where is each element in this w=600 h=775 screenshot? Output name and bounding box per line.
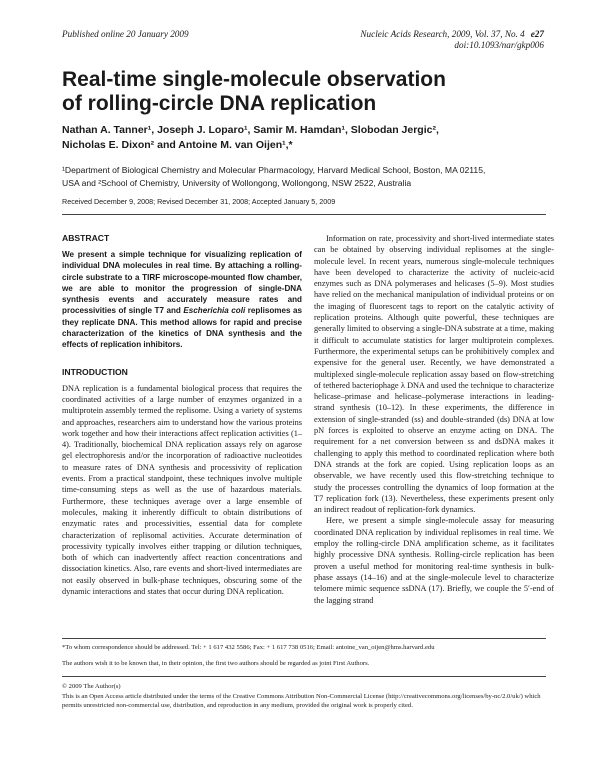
abstract-heading: ABSTRACT	[62, 233, 110, 243]
left-column	[62, 233, 302, 597]
abstract-text	[62, 249, 302, 351]
license-notice: This is an Open Access article distributed under the terms of the Creative Commons Attribution Non-Commercial License (http://creativecommons.org/licenses/by-nc/2.0/uk/) which permits unrestricted non-commercial use, distribution, and reproduction in any medium, provided the original work is properly cited.	[62, 693, 541, 710]
copyright-notice: © 2009 The Author(s)	[62, 683, 121, 690]
right-paragraph-1: Information on rate, processivity and short-lived intermediate states can be obtained by observing individual replisomes at the single-molecule level. In recent years, numerous single-molecule techniques have been developed to characterize the activity of nucleic-acid enzymes such as DNA polymerases and helicases (5–9). Most studies have relied on the mechanical manipulation of individual proteins or on the imaging of fluorescent tags to report on the catalytic activity of replication proteins. Although quite powerful, these techniques are generally limited to observing a single-DNA substrate at a time, making it difficult to accumulate statistics for larger multiprotein complexes. Furthermore, the experimental setups can be prohibitively complex and expensive for the general user. Recently, we have demonstrated a multiplexed single-molecule replication assay based on flow-stretching of tethered bacteriophage λ DNA and used the technique to characterize helicase–primase and helicase–polymerase interactions in leading-strand synthesis (10–12). In these experiments, the difference in extension of single-stranded (ss) and double-stranded (ds) DNA at low pN forces is exploited to observe an enzyme acting on DNA. The requirement for a net conversion between ss and dsDNA makes it challenging to apply this method to coordinated replication where both DNA strands at the fork are copied. Using replication loops as an observable, we have recently used this flow-stretching technique to study the processes controlling the dynamics of loop formation at the T7 replication fork (13). Nevertheless, these experiments present only an indirect readout of replication-fork dynamics.	[314, 234, 554, 515]
introduction-paragraph: DNA replication is a fundamental biological process that requires the coordinated activities of a large number of enzymes organized in a multiprotein assembly termed the replisome. Using a variety of systems and approaches, researchers aim to understand how the various proteins work together and how their interactions affect replication activities (1–4). Traditionally, biochemical DNA replication assays rely on agarose gel electrophoresis and/or the incorporation of radioactive nucleotides to measure rates of DNA synthesis and processivity of replication events. From a practical standpoint, these techniques involve multiple time-consuming steps as well as the use of hazardous materials. Furthermore, these techniques average over a large ensemble of molecules, making it inherently difficult to obtain distributions of enzymatic rates and processivities, essential data for complete characterization of replisomal activities. Accurate determination of processivity typically involves either trapping or dilution techniques, both of which can inadvertently affect reaction concentrations and dissociation kinetics. Also, rare events and short-lived intermediates are not easily observed in bulk-phase techniques, obscuring some of the dynamic interactions and states that occur during DNA replication.	[62, 383, 302, 597]
abstract-text-part-2: replisomes as they replicate DNA. This method allows for rapid and precise characterization of the kinetics of DNA synthesis and the effects of replication inhibitors.	[62, 306, 302, 350]
affiliations	[62, 164, 552, 190]
joint-authorship-footnote: The authors wish it to be known that, in their opinion, the first two authors should be regarded as joint First Authors.	[62, 660, 370, 667]
header-divider	[62, 214, 546, 215]
footnote-divider	[62, 638, 546, 639]
page-number: e27	[530, 29, 544, 39]
paper-title	[62, 68, 542, 116]
author-list	[62, 123, 552, 153]
affiliation-line-2: USA and ²School of Chemistry, University of Wollongong, Wollongong, NSW 2522, Australia	[62, 178, 412, 188]
abstract-organism: Escherichia coli	[183, 306, 246, 316]
correspondence-footnote: *To whom correspondence should be addressed. Tel: + 1 617 432 5586; Fax: + 1 617 738 0516; Email: antoine_van_oijen@hms.harvard.edu	[62, 644, 435, 651]
publication-date: Published online 20 January 2009	[62, 29, 189, 39]
abstract-text-part-1: We present a simple technique for visualizing replication of individual DNA molecules in real time. By attaching a rolling-circle substrate to a TIRF microscope-mounted flow chamber, we are able to monitor the progression of single-DNA synthesis events and accurately measure rates and processivities of single T7 and	[62, 250, 302, 316]
title-line-2: of rolling-circle DNA replication	[62, 92, 377, 115]
affiliation-line-1: ¹Department of Biological Chemistry and Molecular Pharmacology, Harvard Medical School, Boston, MA 02115,	[62, 165, 486, 175]
journal-citation-line	[360, 29, 544, 40]
authors-line-1: Nathan A. Tanner¹, Joseph J. Loparo¹, Samir M. Hamdan¹, Slobodan Jergic²,	[62, 124, 439, 136]
authors-line-2: Nicholas E. Dixon² and Antoine M. van Oijen¹,*	[62, 139, 293, 151]
title-line-1: Real-time single-molecule observation	[62, 68, 446, 91]
doi: doi:10.1093/nar/gkp006	[454, 40, 544, 50]
right-column	[314, 233, 554, 606]
journal-header	[360, 29, 544, 51]
received-dates: Received December 9, 2008; Revised December 31, 2008; Accepted January 5, 2009	[62, 197, 336, 206]
introduction-heading: INTRODUCTION	[62, 366, 128, 377]
license-divider	[62, 676, 546, 677]
journal-citation: Nucleic Acids Research, 2009, Vol. 37, No. 4	[360, 29, 525, 39]
right-paragraph-2: Here, we present a simple single-molecule assay for measuring coordinated DNA replication by individual replisomes in real time. We employ the rolling-circle DNA amplification scheme, as it facilitates highly processive DNA synthesis. Rolling-circle replication has been proven a useful method for monitoring real-time synthesis in bulk-phase assays (14–16) and at the single-molecule level to characterize telomere mimic sequence ssDNA (17). Briefly, we couple the 5′-end of the lagging strand	[314, 516, 554, 605]
